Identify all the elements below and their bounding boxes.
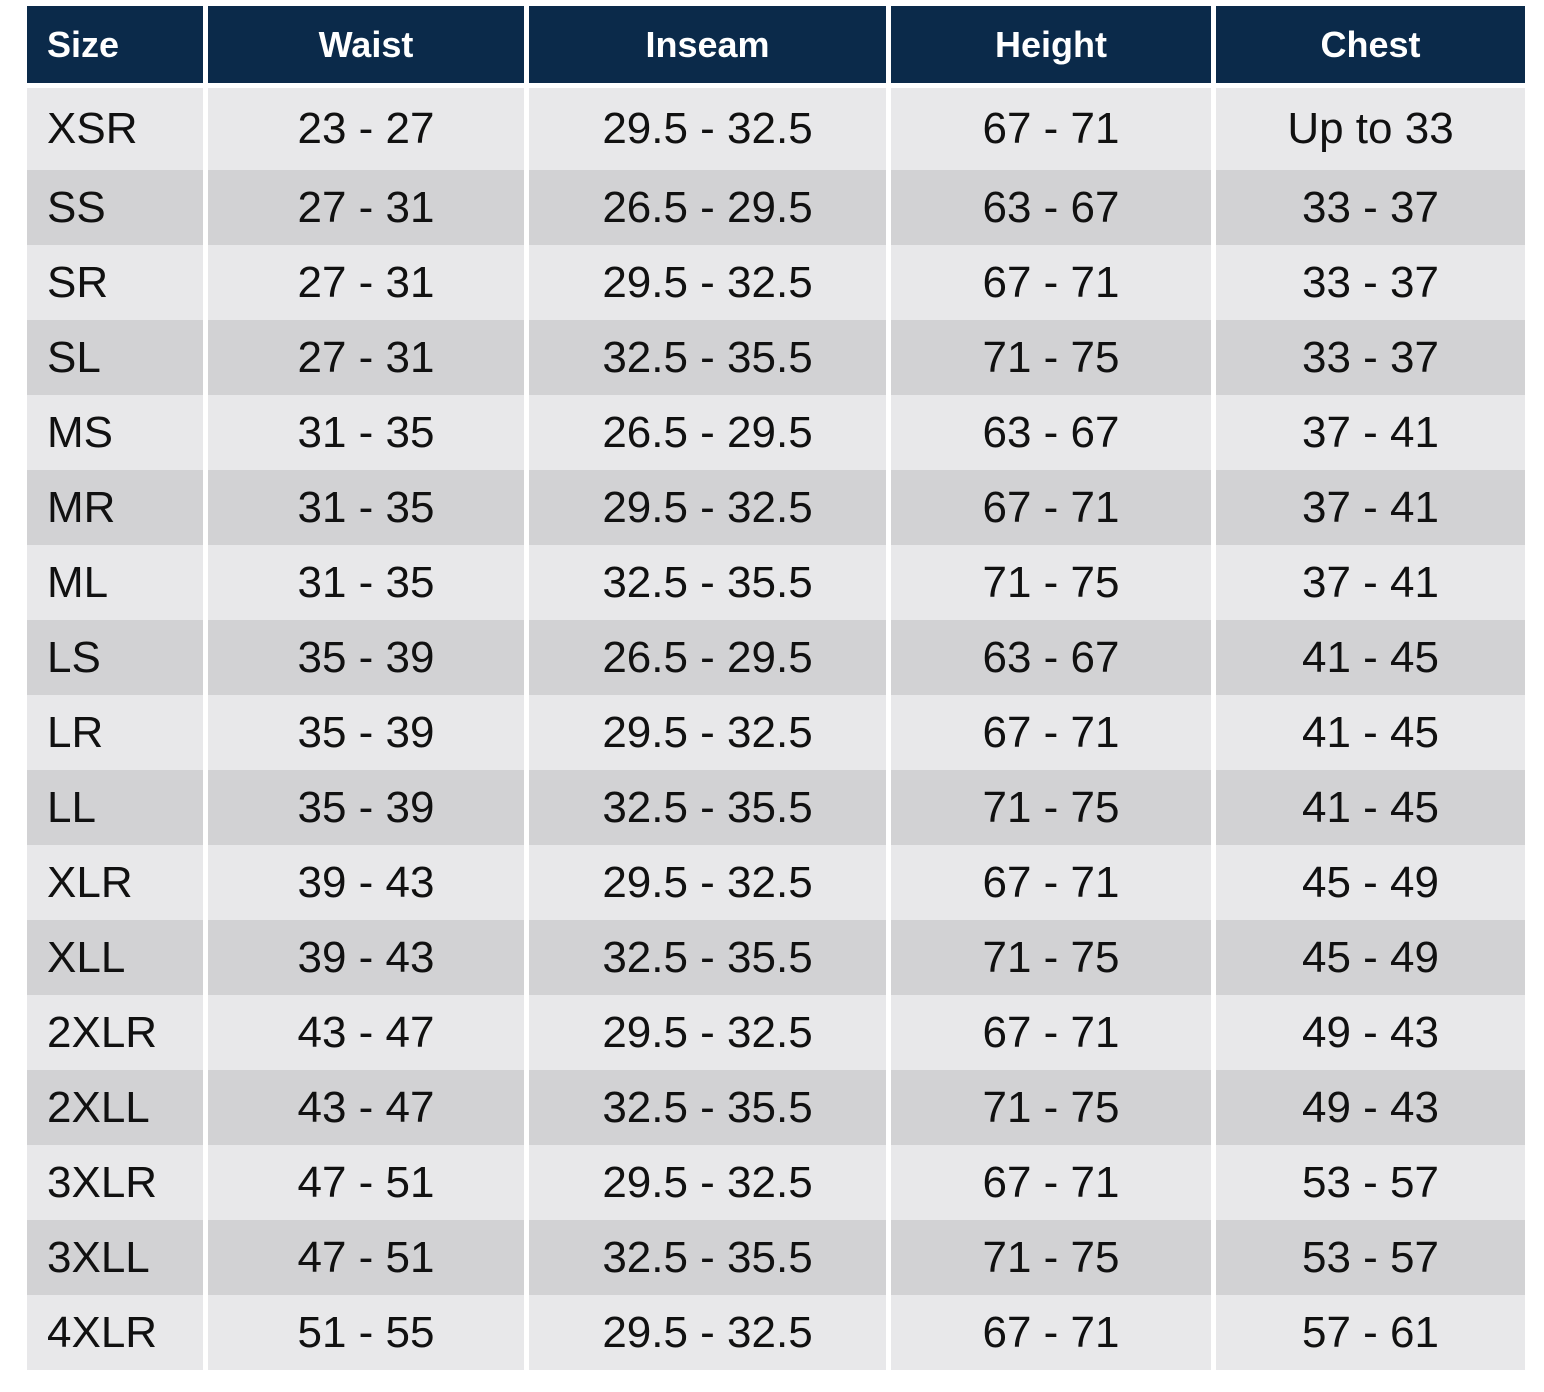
chest-cell: 53 - 57 [1216, 1220, 1525, 1295]
waist-cell: 43 - 47 [208, 1070, 529, 1145]
size-cell: SR [27, 245, 208, 320]
inseam-cell: 29.5 - 32.5 [529, 470, 891, 545]
waist-cell: 35 - 39 [208, 620, 529, 695]
waist-cell: 47 - 51 [208, 1145, 529, 1220]
table-row [27, 995, 1525, 1070]
inseam-cell: 32.5 - 35.5 [529, 770, 891, 845]
waist-cell: 35 - 39 [208, 695, 529, 770]
waist-cell: 31 - 35 [208, 545, 529, 620]
inseam-cell: 32.5 - 35.5 [529, 320, 891, 395]
height-cell: 71 - 75 [891, 320, 1216, 395]
size-cell: SL [27, 320, 208, 395]
table-row [27, 170, 1525, 245]
size-cell: 2XLR [27, 995, 208, 1070]
table-row [27, 1145, 1525, 1220]
chest-cell: 41 - 45 [1216, 770, 1525, 845]
inseam-cell: 29.5 - 32.5 [529, 1145, 891, 1220]
height-cell: 67 - 71 [891, 995, 1216, 1070]
height-cell: 71 - 75 [891, 1220, 1216, 1295]
waist-cell: 31 - 35 [208, 395, 529, 470]
table-row [27, 245, 1525, 320]
inseam-cell: 32.5 - 35.5 [529, 545, 891, 620]
size-cell: XLL [27, 920, 208, 995]
chest-cell: 41 - 45 [1216, 695, 1525, 770]
table-row [27, 1070, 1525, 1145]
inseam-cell: 26.5 - 29.5 [529, 170, 891, 245]
height-cell: 71 - 75 [891, 770, 1216, 845]
size-cell: 2XLL [27, 1070, 208, 1145]
size-cell: LR [27, 695, 208, 770]
table-row [27, 470, 1525, 545]
waist-cell: 35 - 39 [208, 770, 529, 845]
waist-cell: 43 - 47 [208, 995, 529, 1070]
header-size: Size [27, 6, 208, 88]
inseam-cell: 29.5 - 32.5 [529, 995, 891, 1070]
size-cell: MR [27, 470, 208, 545]
waist-cell: 27 - 31 [208, 245, 529, 320]
inseam-cell: 32.5 - 35.5 [529, 920, 891, 995]
chest-cell: 45 - 49 [1216, 920, 1525, 995]
inseam-cell: 32.5 - 35.5 [529, 1220, 891, 1295]
size-cell: XLR [27, 845, 208, 920]
inseam-cell: 26.5 - 29.5 [529, 395, 891, 470]
chest-cell: 53 - 57 [1216, 1145, 1525, 1220]
chest-cell: 33 - 37 [1216, 170, 1525, 245]
chest-cell: 37 - 41 [1216, 395, 1525, 470]
chest-cell: 45 - 49 [1216, 845, 1525, 920]
waist-cell: 39 - 43 [208, 845, 529, 920]
height-cell: 63 - 67 [891, 395, 1216, 470]
chest-cell: 57 - 61 [1216, 1295, 1525, 1370]
table-row [27, 320, 1525, 395]
waist-cell: 47 - 51 [208, 1220, 529, 1295]
waist-cell: 51 - 55 [208, 1295, 529, 1370]
chest-cell: 33 - 37 [1216, 245, 1525, 320]
size-cell: LS [27, 620, 208, 695]
size-cell: SS [27, 170, 208, 245]
inseam-cell: 26.5 - 29.5 [529, 620, 891, 695]
size-cell: 3XLR [27, 1145, 208, 1220]
size-cell: 3XLL [27, 1220, 208, 1295]
height-cell: 63 - 67 [891, 170, 1216, 245]
table-row [27, 1220, 1525, 1295]
chest-cell: 37 - 41 [1216, 545, 1525, 620]
table-row [27, 395, 1525, 470]
table-row [27, 695, 1525, 770]
chest-cell: Up to 33 [1216, 88, 1525, 170]
size-chart [27, 6, 1525, 1370]
size-cell: LL [27, 770, 208, 845]
chest-cell: 37 - 41 [1216, 470, 1525, 545]
waist-cell: 27 - 31 [208, 170, 529, 245]
header-height: Height [891, 6, 1216, 88]
height-cell: 67 - 71 [891, 845, 1216, 920]
header-inseam: Inseam [529, 6, 891, 88]
height-cell: 67 - 71 [891, 88, 1216, 170]
size-cell: ML [27, 545, 208, 620]
waist-cell: 23 - 27 [208, 88, 529, 170]
height-cell: 67 - 71 [891, 1145, 1216, 1220]
table-row [27, 1295, 1525, 1370]
table-row [27, 845, 1525, 920]
height-cell: 67 - 71 [891, 695, 1216, 770]
header-row [27, 6, 1525, 88]
chest-cell: 41 - 45 [1216, 620, 1525, 695]
size-cell: MS [27, 395, 208, 470]
table-row [27, 920, 1525, 995]
chest-cell: 49 - 43 [1216, 1070, 1525, 1145]
header-waist: Waist [208, 6, 529, 88]
inseam-cell: 29.5 - 32.5 [529, 245, 891, 320]
waist-cell: 27 - 31 [208, 320, 529, 395]
header-chest: Chest [1216, 6, 1525, 88]
height-cell: 67 - 71 [891, 245, 1216, 320]
size-chart-table [27, 6, 1525, 1370]
inseam-cell: 29.5 - 32.5 [529, 1295, 891, 1370]
inseam-cell: 29.5 - 32.5 [529, 695, 891, 770]
height-cell: 63 - 67 [891, 620, 1216, 695]
chest-cell: 49 - 43 [1216, 995, 1525, 1070]
height-cell: 67 - 71 [891, 1295, 1216, 1370]
chest-cell: 33 - 37 [1216, 320, 1525, 395]
table-row [27, 770, 1525, 845]
table-row [27, 88, 1525, 170]
height-cell: 71 - 75 [891, 545, 1216, 620]
height-cell: 71 - 75 [891, 1070, 1216, 1145]
inseam-cell: 32.5 - 35.5 [529, 1070, 891, 1145]
height-cell: 67 - 71 [891, 470, 1216, 545]
inseam-cell: 29.5 - 32.5 [529, 845, 891, 920]
waist-cell: 39 - 43 [208, 920, 529, 995]
height-cell: 71 - 75 [891, 920, 1216, 995]
table-row [27, 545, 1525, 620]
inseam-cell: 29.5 - 32.5 [529, 88, 891, 170]
waist-cell: 31 - 35 [208, 470, 529, 545]
size-cell: 4XLR [27, 1295, 208, 1370]
table-row [27, 620, 1525, 695]
size-cell: XSR [27, 88, 208, 170]
